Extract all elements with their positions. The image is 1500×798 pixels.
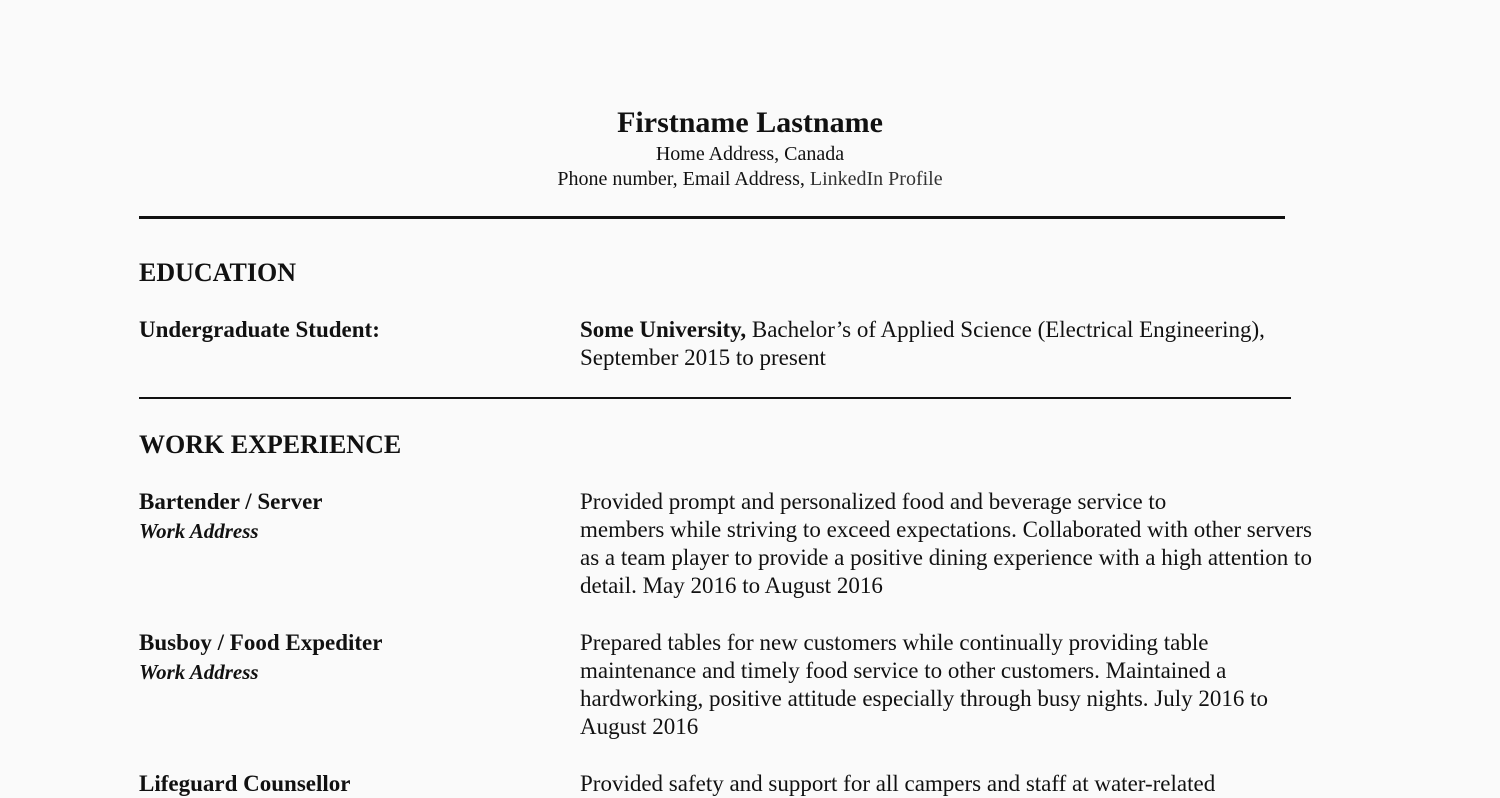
description-line: hardworking, positive attitude especially through busy nights. July 2016 to [580, 686, 1269, 711]
job-location: Work Address [139, 660, 259, 684]
description-line: members while striving to exceed expectations. Collaborated with other servers [580, 517, 1312, 542]
degree-text: Bachelor’s of Applied Science (Electrical Engineering), [746, 317, 1265, 342]
section-divider [139, 397, 1291, 399]
description-line: August 2016 [580, 714, 699, 739]
job-title: Lifeguard Counsellor [139, 771, 351, 796]
job-description [580, 770, 1215, 798]
home-address: Home Address, Canada [655, 143, 845, 165]
description-line: Provided safety and support for all campers and staff at water-related [580, 771, 1216, 796]
contact-line [0, 167, 1500, 191]
school-name: Some University, [580, 317, 747, 342]
description-line: as a team player to provide a positive dining experience with a high attention to [580, 545, 1312, 570]
education-dates: September 2015 to present [580, 345, 826, 370]
job-description [580, 629, 1268, 741]
contact-details: Phone number, Email Address, [557, 168, 810, 190]
work-heading: WORK EXPERIENCE [139, 430, 402, 459]
job-description [580, 488, 1312, 600]
description-line: maintenance and timely food service to other customers. Maintained a [580, 658, 1227, 683]
job-location: Work Address [139, 519, 259, 543]
job-title: Busboy / Food Expediter [139, 630, 383, 655]
linkedin-link[interactable]: LinkedIn Profile [809, 168, 943, 190]
education-details [580, 316, 1265, 372]
education-heading: EDUCATION [139, 258, 296, 287]
resume-name: Firstname Lastname [617, 106, 883, 139]
description-line: Prepared tables for new customers while continually providing table [580, 630, 1209, 655]
description-line: detail. May 2016 to August 2016 [580, 573, 883, 598]
education-label: Undergraduate Student: [139, 317, 380, 342]
education-line-1 [580, 316, 1265, 344]
description-line: Provided prompt and personalized food and beverage service to [580, 489, 1167, 514]
header-divider [139, 216, 1285, 219]
job-title: Bartender / Server [139, 489, 323, 514]
